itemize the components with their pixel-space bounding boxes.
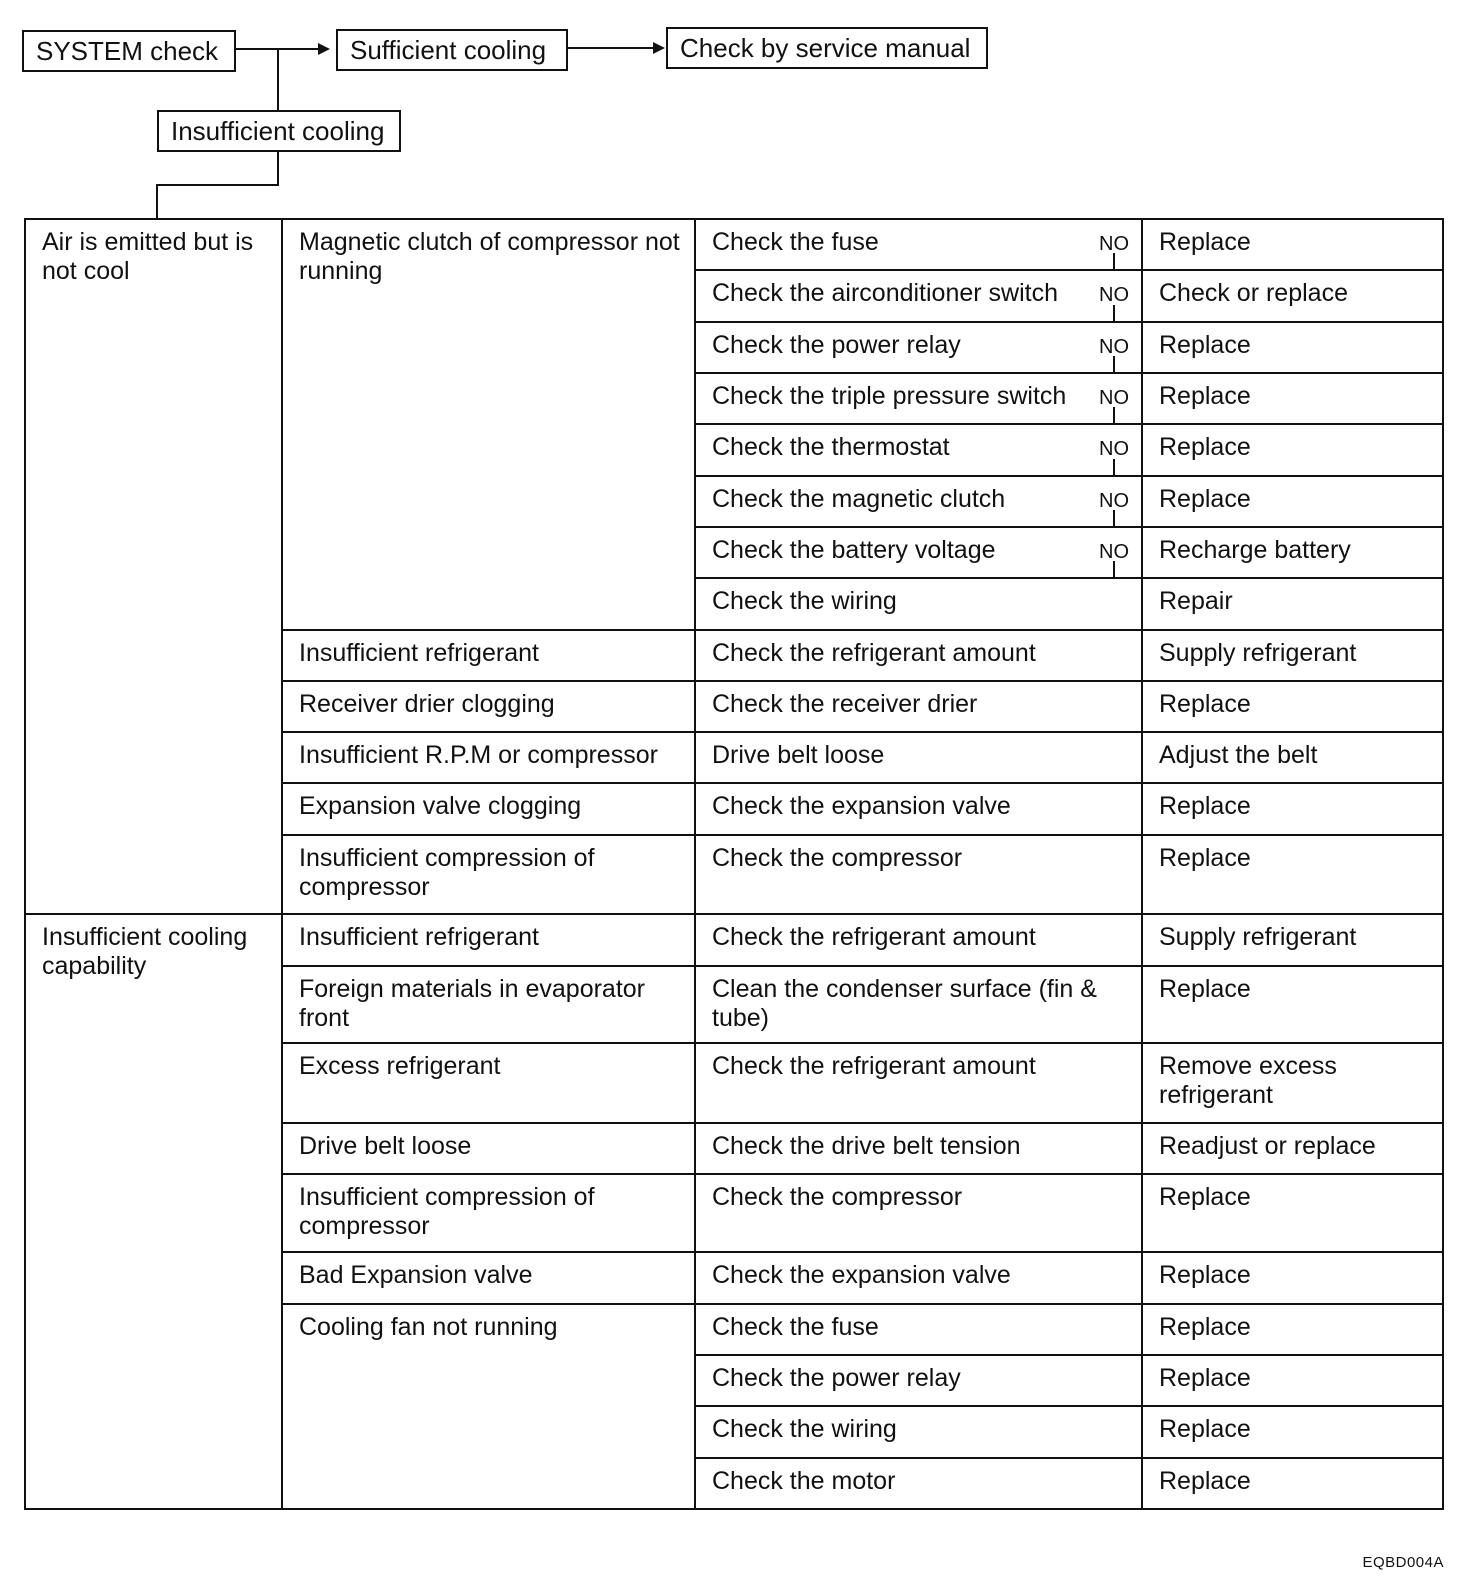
action-cell: Supply refrigerant bbox=[1142, 914, 1443, 965]
check-cell: Check the refrigerant amount bbox=[695, 1043, 1142, 1122]
no-label: NO bbox=[1099, 489, 1129, 512]
action-cell: Replace bbox=[1142, 783, 1443, 834]
symptom-cell: Insufficient cooling capability bbox=[25, 914, 282, 1509]
symptom-cell: Air is emitted but is not cool bbox=[25, 219, 282, 914]
return-arrow-icon bbox=[1095, 356, 1115, 373]
check-cell bbox=[695, 424, 1142, 475]
no-label: NO bbox=[1099, 233, 1129, 255]
arrow-right-icon bbox=[653, 42, 665, 54]
insufficient-cooling-box bbox=[157, 110, 401, 152]
check-cell bbox=[695, 476, 1142, 527]
action-cell: Replace bbox=[1142, 219, 1443, 270]
check-cell: Check the expansion valve bbox=[695, 783, 1142, 834]
check-cell bbox=[695, 322, 1142, 373]
check-text: Check the wiring bbox=[712, 587, 897, 616]
action-cell: Replace bbox=[1142, 1174, 1443, 1252]
check-cell: Check the refrigerant amount bbox=[695, 914, 1142, 965]
action-cell: Readjust or replace bbox=[1142, 1123, 1443, 1174]
cause-cell: Magnetic clutch of compressor not running bbox=[282, 219, 695, 630]
service-manual-box bbox=[666, 27, 988, 69]
action-cell: Replace bbox=[1142, 476, 1443, 527]
check-cell: Drive belt loose bbox=[695, 732, 1142, 783]
action-cell: Replace bbox=[1142, 1458, 1443, 1509]
no-label: NO bbox=[1099, 284, 1129, 307]
system-check-label: SYSTEM check bbox=[36, 36, 219, 66]
arrow-right-icon bbox=[318, 43, 330, 55]
cause-cell: Insufficient compression of compressor bbox=[282, 835, 695, 914]
return-arrow-icon bbox=[1095, 253, 1115, 270]
insufficient-cooling-label: Insufficient cooling bbox=[171, 116, 385, 146]
check-text: Check the fuse bbox=[712, 228, 879, 256]
action-cell: Replace bbox=[1142, 373, 1443, 424]
return-arrow-icon bbox=[1095, 510, 1115, 527]
sufficient-cooling-box bbox=[336, 29, 568, 71]
check-cell: Clean the condenser surface (fin & tube) bbox=[695, 966, 1142, 1043]
check-text: Check the battery voltage bbox=[712, 535, 996, 564]
troubleshooting-table bbox=[24, 218, 1444, 1510]
cause-cell: Insufficient refrigerant bbox=[282, 630, 695, 681]
check-cell bbox=[695, 219, 1142, 270]
table-row bbox=[25, 914, 1443, 965]
cause-cell: Expansion valve clogging bbox=[282, 783, 695, 834]
check-cell: Check the expansion valve bbox=[695, 1252, 1142, 1303]
check-text: Check the thermostat bbox=[712, 433, 950, 462]
return-arrow-icon bbox=[1095, 407, 1115, 424]
action-cell: Replace bbox=[1142, 1252, 1443, 1303]
action-cell: Replace bbox=[1142, 681, 1443, 732]
connector-line bbox=[277, 48, 279, 110]
check-text: Check the airconditioner switch bbox=[712, 279, 1058, 308]
check-cell bbox=[695, 527, 1142, 578]
return-arrow-icon bbox=[1095, 459, 1115, 476]
connector-line bbox=[156, 184, 158, 219]
cause-cell: Drive belt loose bbox=[282, 1123, 695, 1174]
check-cell: Check the compressor bbox=[695, 835, 1142, 914]
check-cell bbox=[695, 578, 1142, 629]
service-manual-label: Check by service manual bbox=[680, 33, 971, 63]
check-cell: Check the motor bbox=[695, 1458, 1142, 1509]
check-text: Check the magnetic clutch bbox=[712, 484, 1006, 513]
connector-line bbox=[277, 152, 279, 186]
action-cell: Supply refrigerant bbox=[1142, 630, 1443, 681]
action-cell: Replace bbox=[1142, 322, 1443, 373]
action-cell: Recharge battery bbox=[1142, 527, 1443, 578]
action-cell: Replace bbox=[1142, 1406, 1443, 1457]
action-cell: Replace bbox=[1142, 966, 1443, 1043]
action-cell: Check or replace bbox=[1142, 270, 1443, 321]
check-cell: Check the wiring bbox=[695, 1406, 1142, 1457]
check-cell: Check the fuse bbox=[695, 1304, 1142, 1355]
action-cell: Replace bbox=[1142, 835, 1443, 914]
cause-cell: Cooling fan not running bbox=[282, 1304, 695, 1509]
cause-cell: Insufficient refrigerant bbox=[282, 914, 695, 965]
action-cell: Replace bbox=[1142, 1304, 1443, 1355]
cause-cell: Foreign materials in evaporator front bbox=[282, 966, 695, 1043]
no-label: NO bbox=[1099, 386, 1129, 409]
cause-cell: Bad Expansion valve bbox=[282, 1252, 695, 1303]
cause-cell: Insufficient compression of compressor bbox=[282, 1174, 695, 1252]
system-check-box bbox=[22, 30, 236, 72]
return-arrow-icon bbox=[1095, 561, 1115, 578]
no-label: NO bbox=[1099, 540, 1129, 563]
figure-code: EQBD004A bbox=[1362, 1554, 1444, 1571]
check-cell: Check the power relay bbox=[695, 1355, 1142, 1406]
check-cell: Check the receiver drier bbox=[695, 681, 1142, 732]
check-text: Check the triple pressure switch bbox=[712, 381, 1067, 410]
connector-line bbox=[568, 47, 656, 49]
sufficient-cooling-label: Sufficient cooling bbox=[350, 35, 547, 65]
no-label: NO bbox=[1099, 335, 1129, 358]
connector-line bbox=[156, 184, 279, 186]
action-cell: Replace bbox=[1142, 424, 1443, 475]
return-arrow-icon bbox=[1095, 305, 1115, 322]
table-row bbox=[25, 219, 1443, 270]
cause-cell: Receiver drier clogging bbox=[282, 681, 695, 732]
check-cell: Check the drive belt tension bbox=[695, 1123, 1142, 1174]
cause-cell: Excess refrigerant bbox=[282, 1043, 695, 1122]
action-cell: Repair bbox=[1142, 578, 1443, 629]
check-cell bbox=[695, 373, 1142, 424]
action-cell: Remove excess refrigerant bbox=[1142, 1043, 1443, 1122]
check-cell bbox=[695, 270, 1142, 321]
check-cell: Check the refrigerant amount bbox=[695, 630, 1142, 681]
connector-line bbox=[236, 48, 322, 50]
action-cell: Replace bbox=[1142, 1355, 1443, 1406]
check-cell: Check the compressor bbox=[695, 1174, 1142, 1252]
cause-cell: Insufficient R.P.M or compressor bbox=[282, 732, 695, 783]
action-cell: Adjust the belt bbox=[1142, 732, 1443, 783]
no-label: NO bbox=[1099, 438, 1129, 461]
check-text: Check the power relay bbox=[712, 330, 961, 359]
